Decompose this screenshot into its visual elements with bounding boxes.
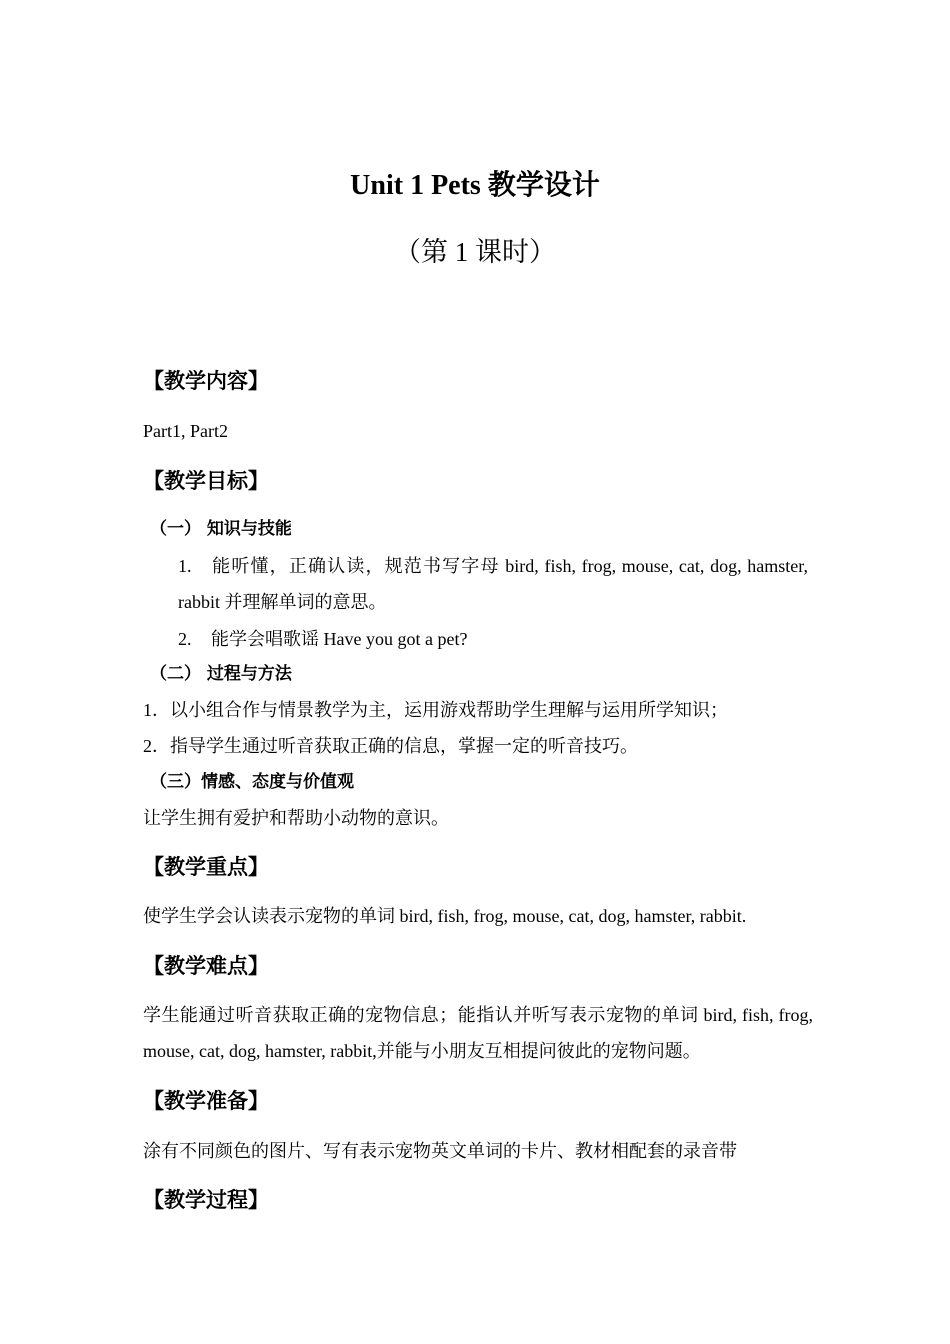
objective-item-2-number: 2. <box>178 629 192 649</box>
heading-procedure: 【教学过程】 <box>143 1188 269 1212</box>
heading-difficulties: 【教学难点】 <box>143 954 269 978</box>
subheading-knowledge-skills: （一） 知识与技能 <box>150 519 292 539</box>
heading-preparation: 【教学准备】 <box>143 1089 269 1113</box>
document-subtitle: （第 1 课时） <box>394 237 556 267</box>
emotion-text: 让学生拥有爱护和帮助小动物的意识。 <box>143 808 449 828</box>
heading-key-points: 【教学重点】 <box>143 855 269 879</box>
objective-item-1-text: 能听懂，正确认读，规范书写字母 bird, fish, frog, mouse, cat, dog, hamster, rabbit 并理解单词的意思。 <box>178 556 808 612</box>
document-title: Unit 1 Pets 教学设计 <box>350 170 600 201</box>
process-item-2: 2．指导学生通过听音获取正确的信息，掌握一定的听音技巧。 <box>143 736 638 756</box>
subheading-process-methods: （二） 过程与方法 <box>150 664 292 684</box>
objective-item-2 <box>178 626 808 652</box>
preparation-text: 涂有不同颜色的图片、写有表示宠物英文单词的卡片、教材相配套的录音带 <box>143 1141 737 1161</box>
heading-teaching-objectives: 【教学目标】 <box>143 469 269 493</box>
process-item-1: 1．以小组合作与情景教学为主，运用游戏帮助学生理解与运用所学知识； <box>143 700 728 720</box>
teaching-content-text: Part1, Part2 <box>143 421 228 441</box>
difficulties-text: 学生能通过听音获取正确的宠物信息；能指认并听写表示宠物的单词 bird, fish, frog, mouse, cat, dog, hamster, rabbit,并能与小朋友互相提问彼此的宠物问题。 <box>143 1005 813 1061</box>
objective-item-1 <box>178 548 808 620</box>
subheading-emotion-values: （三）情感、态度与价值观 <box>150 772 354 792</box>
objective-item-1-number: 1. <box>178 556 192 576</box>
key-points-text: 使学生学会认读表示宠物的单词 bird, fish, frog, mouse, cat, dog, hamster, rabbit. <box>143 906 747 926</box>
heading-teaching-content: 【教学内容】 <box>143 369 269 393</box>
objective-item-2-text: 能学会唱歌谣 Have you got a pet? <box>211 629 468 649</box>
